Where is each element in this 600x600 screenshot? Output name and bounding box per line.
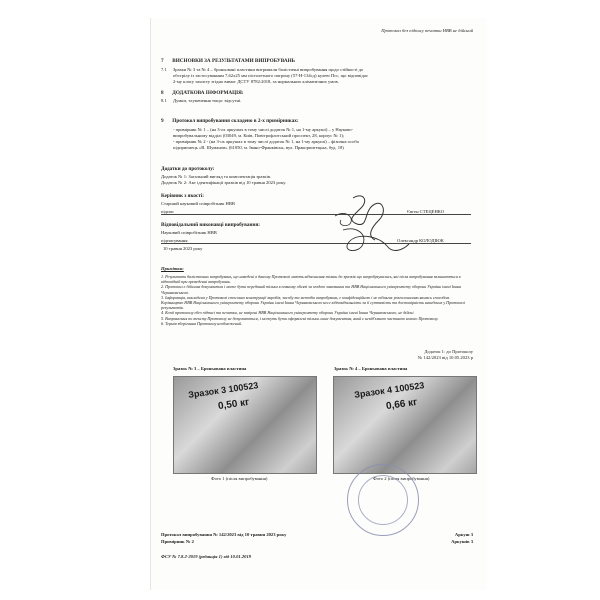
- copy-1-line-2: випробувальному відділі (03049, м. Київ, Повітрофлотський проспект, 28, корпус № 1);: [173, 133, 345, 138]
- section-8-1-number: 8.1: [161, 98, 167, 103]
- signature-date: 10 травня 2023 року: [163, 246, 203, 251]
- quality-head-name: Євген СТЕЦЕНКО: [407, 209, 445, 214]
- section-9-heading: 9 Протокол випробування складено в 2-х примірниках:: [161, 118, 299, 124]
- quality-head-heading: Керівник з якості:: [161, 193, 204, 199]
- photo-1-caption: Фото 1 (після випробування): [211, 476, 268, 481]
- sample-3-photo: [173, 376, 317, 474]
- footer-sheets: Аркушів 3: [451, 539, 473, 544]
- section-7-1-number: 7.1: [161, 67, 167, 72]
- sample-3-marking-id: Зразок 3 100523: [187, 380, 259, 400]
- note-5: 5. Виправлення по тексту Протоколу не допускаються, і можуть бути оформлені тільки лише документом, який є невід'ємною частиною нового Протоколу.: [161, 315, 439, 321]
- signature-label-2: підписування: [161, 238, 188, 243]
- notes-heading: Примітки:: [161, 266, 184, 271]
- appendix-2: Додаток № 2: Акт ідентифікації зразків від 10 травня 2023 року.: [161, 180, 287, 185]
- appendix-1: Додаток № 1: Загальний вигляд та комплектація зразків.: [161, 174, 272, 179]
- footer-protocol: Протокол випробування № 142/2023 від 10 травня 2023 року: [161, 532, 287, 537]
- copy-1-line-1: - примірник № 1 – (на 3-ох аркушах в тому числі додаток № 1, на 1-му аркуші) – у Науково-: [173, 127, 354, 132]
- footer-sheet: Аркуш 3: [454, 532, 473, 537]
- official-stamp-icon: [347, 464, 419, 536]
- section-8-heading: 8 ДОДАТКОВА ІНФОРМАЦІЯ:: [161, 90, 244, 96]
- section-7-line-1: Зразки № 3 та № 4 – броньовані пластини витримали балістичні випробування щодо стійкості до: [173, 67, 364, 72]
- sample-4-photo: [333, 376, 477, 474]
- signature-label-1: підпис: [161, 209, 175, 214]
- footer-form: ФСУ № 7.8.2-2019 (редакція 1) від 10.01.2019: [161, 554, 252, 559]
- sample-4-marking-id: Зразок 4 100523: [353, 380, 425, 400]
- note-6: 6. Термін зберігання Протоколу необмежений.: [161, 320, 243, 326]
- protocol-page: [150, 18, 487, 590]
- section-7-line-3: 2-му класу захисту згідно вимог ДСТУ 8782:2018, за нормальних кліматичних умов.: [173, 79, 339, 84]
- addendum-line-1: Додаток 1: до Протоколу: [424, 349, 473, 354]
- copy-2-line-1: - примірник № 2 - (на 3-ох аркушах в тому числі додаток № 1, на 1-му аркуші) – фізична особа: [173, 139, 359, 144]
- quality-head-role: Старший науковий співробітник НВВ: [161, 201, 235, 206]
- header-note: Протокол без підпису печатки НВВ не дійсний: [381, 28, 473, 33]
- sample-4-marking-weight: 0,66 кг: [385, 396, 419, 413]
- note-1: 1. Результати балістичних випробувань, що наведені в даному Протоколі мають відношення тільки до зразків що випробувувались, які після випробування залишаються в відповідній при проведенні випробувань.: [161, 274, 461, 285]
- executor-name: Олександр КОЛОДІЮК: [397, 238, 444, 243]
- appendix-heading: Додатки до протоколу:: [161, 166, 215, 172]
- section-8-text: Думки, тлумачення тощо: відсутні.: [173, 98, 242, 103]
- note-4: 4. Копії протоколу ебез підписі та печатки, не завірені НВВ Національного університету оборони України імені Івана Черняховського, не дійсні.: [161, 310, 415, 316]
- section-7-line-2: обстрілу із застосуванням 7,62х25 мм пістолетного патрону (57-Н-134сд) кулею Псс, що відповідає: [173, 73, 368, 78]
- copy-2-line-2: підприємець «В. Шуманов» (61050, м. Івано-Франківськ, вул. Пракорпитецька, буд. 18): [173, 145, 344, 150]
- note-3: 3. Інформація, викладена у Протоколі стосовно конструкції виробів, засобу та методів випробувань, є конфіденційною і не підлягає розголошенню якимсь способом. Керівництво НВВ Національного університету оборони України імені Івана Черняховського несе відповідальність за її суттєвість та достовірність наведених у Протоколі результатів.: [161, 294, 465, 311]
- note-2: 2. Протокол є дійсним документом і може бути переданий тільки в повному обсязі за згодою замовника та НВВ Національного університету оборони України імені Івана Черняховського.: [161, 284, 461, 295]
- addendum-line-2: № 142/2023 від 10.05.2023 р: [417, 355, 473, 360]
- executor-role: Науковий співробітник НВВ: [161, 230, 217, 235]
- handwritten-signature: [323, 190, 413, 262]
- executor-heading: Відповідальний виконавці випробування:: [161, 222, 260, 228]
- sample-4-title: Зразок № 4 – Броньована пластина: [334, 366, 408, 371]
- photo-2-caption: Фото 2 (після випробування): [373, 476, 430, 481]
- sample-3-title: Зразок № 3 – Броньована пластина: [173, 366, 247, 371]
- notes-list: [161, 274, 473, 326]
- section-7-heading: 7 ВИСНОВКИ ЗА РЕЗУЛЬТАТАМИ ВИПРОБУВАНЬ: [161, 58, 296, 64]
- sample-3-marking-weight: 0,50 кг: [217, 396, 251, 413]
- footer-copy: Примірник № 2: [161, 539, 194, 544]
